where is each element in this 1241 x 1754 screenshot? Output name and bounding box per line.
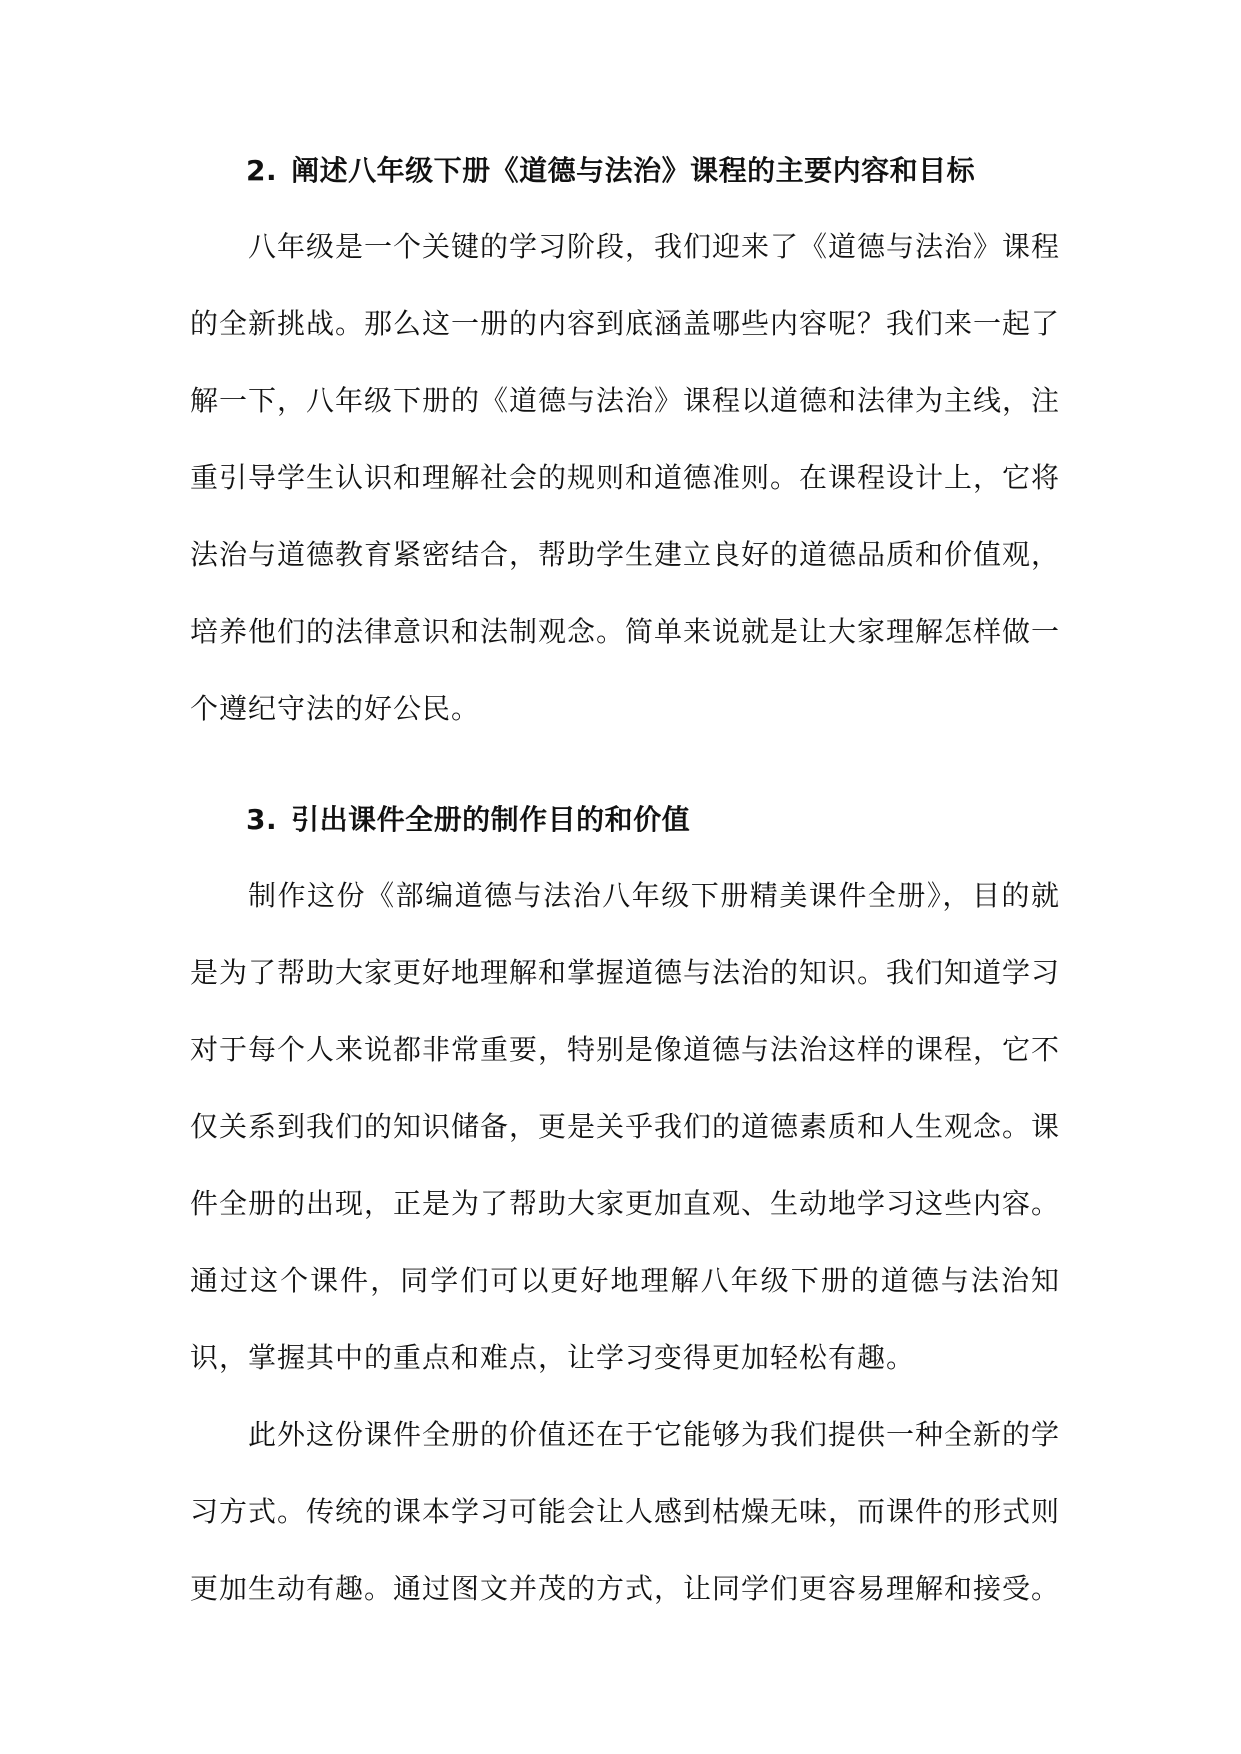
section-number: 2. [246,154,278,187]
section-heading-3 [190,787,1060,853]
section-title: 阐述八年级下册《道德与法治》课程的主要内容和目标 [291,154,976,187]
paragraph: 八年级是一个关键的学习阶段，我们迎来了《道德与法治》课程的全新挑战。那么这一册的内容到底涵盖哪些内容呢？我们来一起了解一下，八年级下册的《道德与法治》课程以道德和法律为主线，注重引导学生认识和理解社会的规则和道德准则。在课程设计上，它将法治与道德教育紧密结合，帮助学生建立良好的道德品质和价值观，培养他们的法律意识和法制观念。简单来说就是让大家理解怎样做一个遵纪守法的好公民。 [190,230,1061,725]
section-heading-2 [190,138,1060,204]
document-content [190,138,1060,1627]
section-number: 3. [246,803,278,836]
paragraph: 此外这份课件全册的价值还在于它能够为我们提供一种全新的学习方式。传统的课本学习可能会让人感到枯燥无味，而课件的形式则更加生动有趣。通过图文并茂的方式，让同学们更容易理解和接受。 [190,1418,1061,1605]
paragraph: 制作这份《部编道德与法治八年级下册精美课件全册》，目的就是为了帮助大家更好地理解和掌握道德与法治的知识。我们知道学习对于每个人来说都非常重要，特别是像道德与法治这样的课程，它不仅关系到我们的知识储备，更是关乎我们的道德素质和人生观念。课件全册的出现，正是为了帮助大家更加直观、生动地学习这些内容。通过这个课件，同学们可以更好地理解八年级下册的道德与法治知识，掌握其中的重点和难点，让学习变得更加轻松有趣。 [190,879,1061,1374]
section-title: 引出课件全册的制作目的和价值 [291,803,691,836]
